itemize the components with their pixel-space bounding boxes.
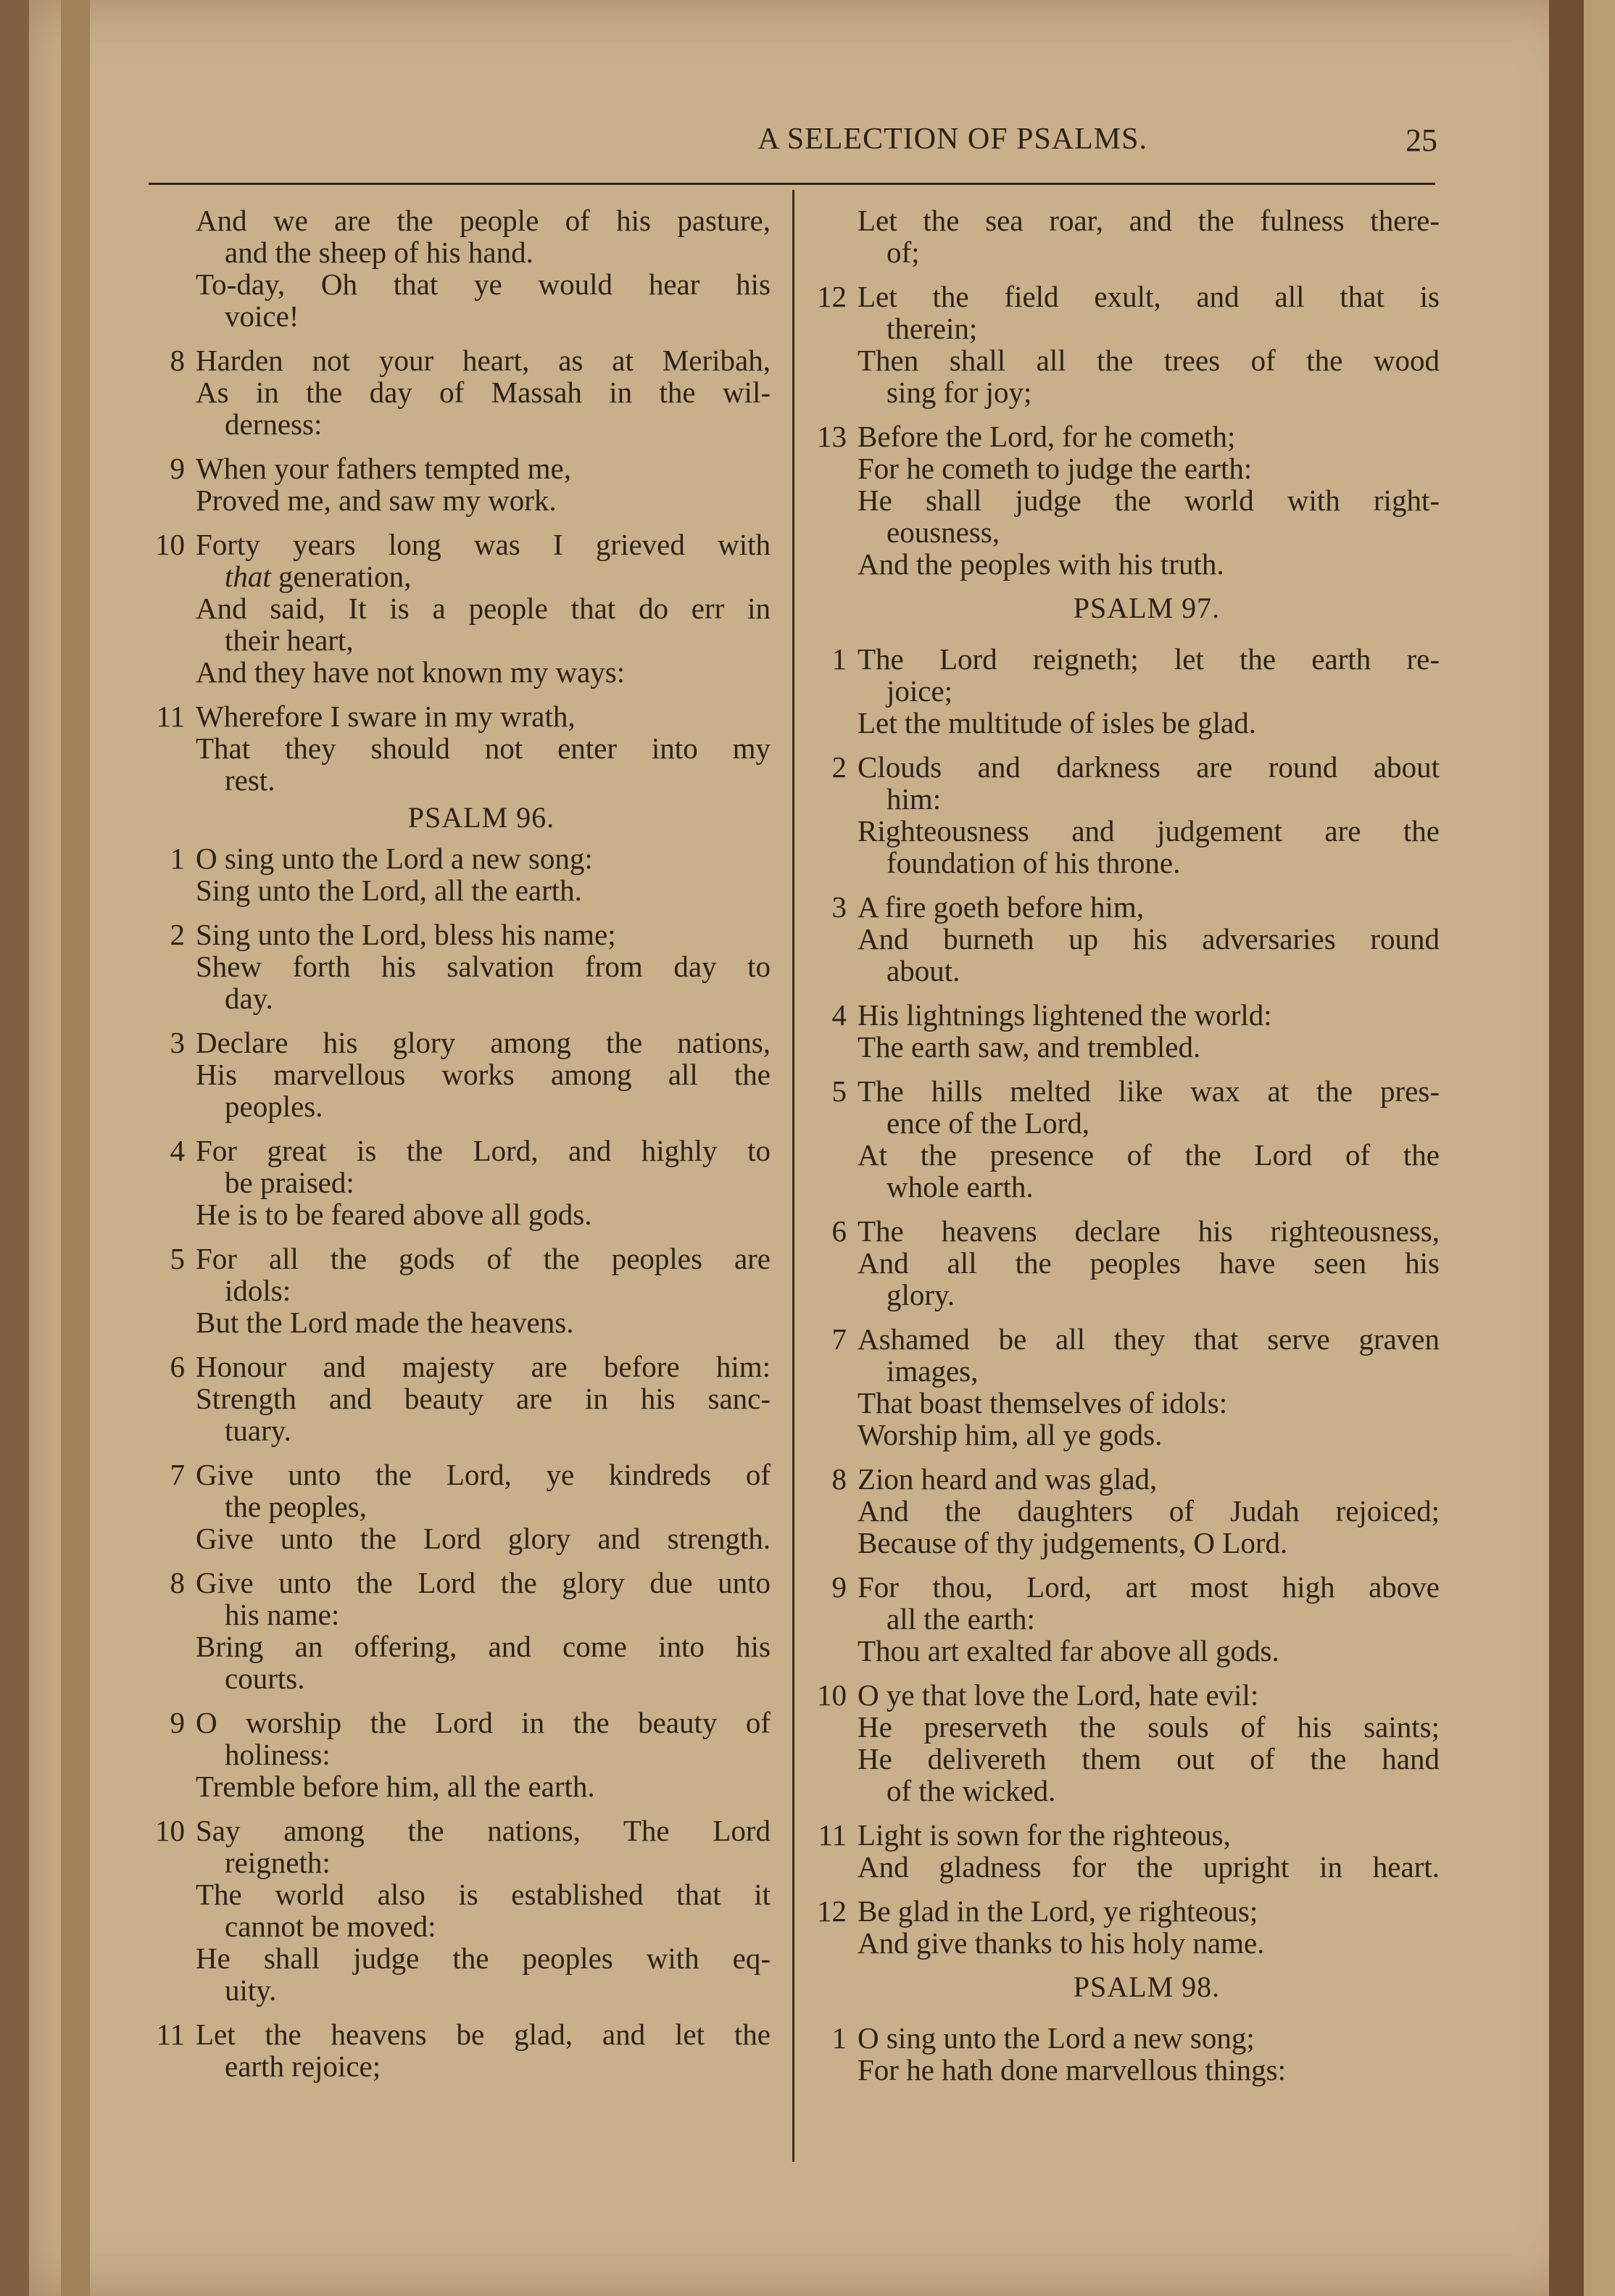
verse-line: Proved me, and saw my work. [196, 484, 557, 517]
verse-line: Worship him, all ye gods. [858, 1418, 1163, 1451]
verse-line: Give unto the Lord the glory due unto [196, 1566, 771, 1599]
verse-line: Bring an offering, and come into his [196, 1630, 771, 1663]
verse-number: 10 [817, 1678, 847, 1712]
verse [810, 1571, 1440, 1667]
verse-line: joice; [887, 674, 953, 708]
verse [149, 1567, 771, 1694]
verse-line [225, 560, 771, 592]
right-column [810, 204, 1440, 2098]
verse-line: eousness, [887, 515, 1000, 549]
verse-line: Light is sown for the righteous, [858, 1818, 1231, 1852]
verse-line: Let the multitude of isles be glad. [858, 706, 1256, 739]
verse-line: images, [887, 1354, 979, 1388]
verse [810, 1679, 1440, 1807]
verse-line: rest. [225, 763, 275, 797]
verse-line: of the wicked. [887, 1774, 1056, 1807]
verse-line: Strength and beauty are in his sanc- [196, 1382, 771, 1415]
verse [810, 643, 1440, 739]
verse-line: His lightnings lightened the world: [858, 998, 1272, 1032]
verse [810, 1323, 1440, 1451]
verse-line: Tremble before him, all the earth. [196, 1770, 595, 1803]
verse-number: 5 [831, 1074, 847, 1108]
verse-number: 8 [170, 344, 185, 377]
verse-number: 3 [170, 1026, 185, 1059]
verse-line: foundation of his throne. [887, 846, 1181, 879]
verse-line: His marvellous works among all the [196, 1058, 771, 1091]
verse-line: And said, It is a people that do err in [196, 592, 771, 625]
verse [810, 1215, 1440, 1311]
verse-number: 6 [831, 1214, 847, 1248]
verse-line: the peoples, [225, 1490, 367, 1523]
verse-line: tuary. [225, 1414, 291, 1447]
verse [149, 1243, 771, 1338]
verse-line: Wherefore I sware in my wrath, [196, 700, 576, 733]
verse-line: And the peoples with his truth. [858, 547, 1224, 581]
verse-line: He is to be feared above all gods. [196, 1198, 592, 1231]
left-column [149, 204, 771, 2094]
verse-number: 9 [170, 1706, 185, 1739]
verse [810, 204, 1440, 268]
verse-line: day. [225, 982, 273, 1015]
verse-line: uity. [225, 1973, 277, 2007]
verse-line-rest: generation, [270, 560, 412, 593]
verse [149, 1707, 771, 1802]
verse-line: O sing unto the Lord a new song; [858, 2021, 1255, 2055]
verse-line: O sing unto the Lord a new song: [196, 842, 593, 875]
verse-line: He preserveth the souls of his saints; [858, 1710, 1440, 1744]
verse-line: about. [887, 954, 960, 987]
verse [810, 281, 1440, 408]
verse [149, 344, 771, 440]
verse [810, 891, 1440, 987]
verse-line: For all the gods of the peoples are [196, 1242, 771, 1275]
verse-line: Let the sea roar, and the fulness there- [858, 204, 1440, 237]
verse-line: And we are the people of his pasture, [196, 204, 771, 237]
verse-number: 2 [170, 918, 185, 951]
spine-shadow [61, 0, 90, 2296]
verse-line: For he cometh to judge the earth: [858, 452, 1253, 485]
verse-line: That boast themselves of idols: [858, 1386, 1228, 1420]
verse-line: Zion heard and was glad, [858, 1462, 1158, 1496]
column-divider [792, 190, 794, 2162]
verse-line: Honour and majesty are before him: [196, 1350, 771, 1383]
verse-line: Clouds and darkness are round about [858, 750, 1440, 784]
verse-line: Ashamed be all they that serve graven [858, 1322, 1440, 1356]
verse-number: 9 [831, 1570, 847, 1604]
verse-line: He shall judge the world with right- [858, 484, 1440, 517]
verse-line: And all the peoples have seen his [858, 1246, 1440, 1280]
page-header [147, 122, 1437, 173]
verse-line: earth rejoice; [225, 2050, 381, 2083]
verse-line: For great is the Lord, and highly to [196, 1134, 771, 1167]
verse-line: He delivereth them out of the hand [858, 1742, 1440, 1775]
header-rule [149, 183, 1435, 185]
psalm-98-title: PSALM 98. [1073, 1970, 1221, 2003]
page-number: 25 [1406, 123, 1437, 158]
verse [149, 529, 771, 688]
verse-number: 4 [170, 1134, 185, 1167]
verse-line: The world also is established that it [196, 1878, 771, 1911]
verse-line: And give thanks to his holy name. [858, 1926, 1265, 1960]
verse-line: his name: [225, 1598, 340, 1631]
page-edge-shadow [1549, 0, 1584, 2296]
verse-line: courts. [225, 1662, 305, 1695]
verse-line: He shall judge the peoples with eq- [196, 1941, 771, 1975]
verse-line: O ye that love the Lord, hate evil: [858, 1678, 1259, 1712]
verse-number: 11 [818, 1818, 847, 1852]
verse-line: At the presence of the Lord of the [858, 1138, 1440, 1172]
verse-line: Because of thy judgements, O Lord. [858, 1526, 1288, 1559]
verse [149, 452, 771, 516]
verse [149, 1459, 771, 1554]
verse-number: 1 [170, 842, 185, 875]
verse-line: whole earth. [887, 1170, 1034, 1203]
verse-line: And the daughters of Judah rejoiced; [858, 1494, 1440, 1528]
verse-line: holiness: [225, 1738, 331, 1771]
verse-line: When your fathers tempted me, [196, 452, 572, 485]
verse-line: Forty years long was I grieved with [196, 528, 771, 561]
verse-line: Be glad in the Lord, ye righteous; [858, 1894, 1258, 1928]
verse-line: For he hath done marvellous things: [858, 2053, 1286, 2086]
verse [149, 1815, 771, 2006]
verse-line: Say among the nations, The Lord [196, 1814, 771, 1847]
verse [810, 1895, 1440, 1959]
verse [149, 842, 771, 906]
verse-number: 1 [831, 642, 847, 676]
verse-line: And gladness for the upright in heart. [858, 1850, 1440, 1883]
verse-line: O worship the Lord in the beauty of [196, 1706, 771, 1739]
verse-line: all the earth: [887, 1602, 1035, 1636]
verse-line: idols: [225, 1274, 291, 1307]
verse-line: Sing unto the Lord, bless his name; [196, 918, 616, 951]
verse-line: For thou, Lord, art most high above [858, 1570, 1440, 1604]
verse-number: 8 [831, 1462, 847, 1496]
verse-number: 11 [156, 700, 185, 733]
verse-line: cannot be moved: [225, 1910, 436, 1943]
verse-number: 12 [817, 1894, 847, 1928]
verse [149, 1027, 771, 1122]
verse-number: 5 [170, 1242, 185, 1275]
verse-line: Let the heavens be glad, and let the [196, 2018, 771, 2051]
verse-line: Then shall all the trees of the wood [858, 344, 1440, 377]
verse-line: be praised: [225, 1166, 354, 1199]
verse-line: Sing unto the Lord, all the earth. [196, 874, 582, 907]
verse-line: Shew forth his salvation from day to [196, 950, 771, 983]
verse-number: 7 [170, 1458, 185, 1491]
verse-line: And burneth up his adversaries round [858, 922, 1440, 956]
verse-number: 11 [156, 2018, 185, 2051]
verse [810, 1819, 1440, 1883]
book-binding-edge [0, 0, 32, 2296]
verse-line: Thou art exalted far above all gods. [858, 1634, 1279, 1667]
verse-line: ence of the Lord, [887, 1106, 1090, 1140]
verse [149, 204, 771, 332]
verse-number: 13 [817, 420, 847, 453]
verse-line: him: [887, 782, 942, 816]
verse [810, 751, 1440, 879]
verse-line: To-day, Oh that ye would hear his [196, 268, 771, 301]
verse [810, 2022, 1440, 2086]
verse [810, 1463, 1440, 1559]
verse-line: derness: [225, 407, 323, 441]
verse-line: voice! [225, 299, 299, 333]
italic-word: that [225, 560, 271, 593]
verse-number: 7 [831, 1322, 847, 1356]
verse-number: 1 [831, 2021, 847, 2055]
verse [149, 919, 771, 1014]
verse [810, 420, 1440, 580]
verse-line: Give unto the Lord, ye kindreds of [196, 1458, 771, 1491]
verse-number: 9 [170, 452, 185, 485]
verse-number: 10 [155, 1814, 185, 1847]
verse-line: their heart, [225, 623, 354, 657]
verse-line: Harden not your heart, as at Meribah, [196, 344, 771, 377]
verse-number: 8 [170, 1566, 185, 1599]
verse [810, 999, 1440, 1063]
verse-line: But the Lord made the heavens. [196, 1306, 574, 1339]
verse-line: And they have not known my ways: [196, 655, 626, 689]
verse [810, 1075, 1440, 1203]
verse-line: and the sheep of his hand. [225, 236, 534, 269]
psalm-96-title: PSALM 96. [407, 801, 555, 834]
verse-line: Let the field exult, and all that is [858, 280, 1440, 313]
verse-line: The hills melted like wax at the pres- [858, 1074, 1440, 1108]
verse-number: 3 [831, 890, 847, 924]
verse-line: A fire goeth before him, [858, 890, 1145, 924]
verse-number: 6 [170, 1350, 185, 1383]
verse-line: peoples. [225, 1090, 323, 1123]
verse-number: 2 [831, 750, 847, 784]
verse-line: Before the Lord, for he cometh; [858, 420, 1236, 453]
verse-line: sing for joy; [887, 376, 1032, 409]
verse-number: 12 [817, 280, 847, 313]
verse-number: 4 [831, 998, 847, 1032]
verse [149, 2018, 771, 2082]
verse-line: The earth saw, and trembled. [858, 1030, 1201, 1064]
verse-line: of; [887, 236, 920, 269]
verse-line: Declare his glory among the nations, [196, 1026, 771, 1059]
verse-line: glory. [887, 1278, 955, 1311]
verse [149, 1351, 771, 1446]
verse-line: That they should not enter into my [196, 732, 771, 765]
verse-line: Give unto the Lord glory and strength. [196, 1522, 771, 1555]
verse-line: reigneth: [225, 1846, 331, 1879]
verse-line: therein; [887, 312, 978, 345]
verse [149, 1135, 771, 1230]
verse-line: The heavens declare his righteousness, [858, 1214, 1440, 1248]
verse-number: 10 [155, 528, 185, 561]
running-title: A SELECTION OF PSALMS. [757, 123, 1147, 156]
psalm-97-title: PSALM 97. [1073, 592, 1221, 624]
verse-line: As in the day of Massah in the wil- [196, 376, 771, 409]
verse-line: Righteousness and judgement are the [858, 814, 1440, 847]
verse [149, 700, 771, 796]
verse-line: The Lord reigneth; let the earth re- [858, 642, 1440, 676]
